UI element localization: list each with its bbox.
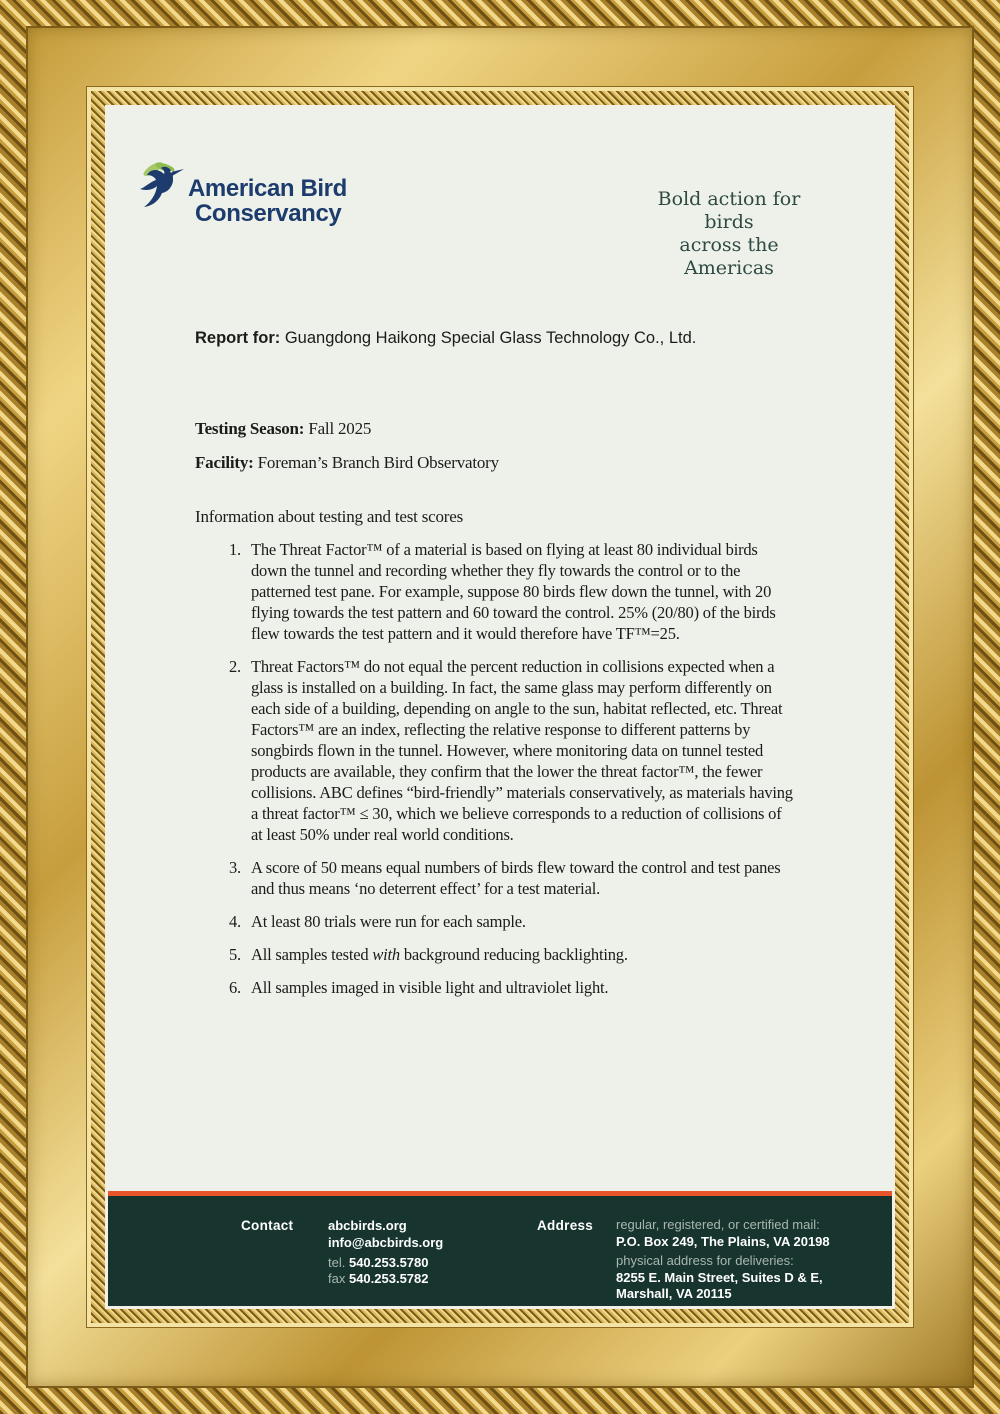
list-item-number: 3. [229, 858, 241, 877]
mail-caption: regular, registered, or certified mail: [616, 1217, 820, 1232]
testing-season-line [195, 419, 371, 439]
testing-season-value: Fall 2025 [304, 419, 372, 438]
list-item-number: 5. [229, 945, 241, 964]
list-item-text: A score of 50 means equal numbers of birds flew toward the control and test panes and thus means ‘no deterrent effect’ for a test material. [251, 858, 781, 898]
facility-line [195, 453, 499, 473]
report-for-label: Report for: [195, 329, 281, 347]
tel-label: tel. [328, 1255, 349, 1270]
list-item-number: 6. [229, 978, 241, 997]
list-item-text: At least 80 trials were run for each sample. [251, 912, 526, 931]
physical-caption: physical address for deliveries: [616, 1253, 794, 1268]
list-item-4 [229, 911, 794, 932]
picture-frame-beaded-edge [91, 91, 909, 1323]
facility-value: Foreman’s Branch Bird Observatory [253, 453, 499, 472]
list-item-3 [229, 857, 794, 899]
address-label: Address [537, 1218, 594, 1233]
list-item-number: 1. [229, 540, 241, 559]
abc-logo [138, 160, 347, 226]
footer-body [108, 1196, 892, 1306]
list-item-5 [229, 944, 794, 965]
logo-wordmark [188, 176, 347, 226]
physical-address-line1: 8255 E. Main Street, Suites D & E, [616, 1270, 823, 1285]
list-item-text: The Threat Factor™ of a material is based on flying at least 80 individual birds down the tunnel and recording whether they fly towards the control or to the patterned test pane. For example, suppose 80 birds flew down the tunnel, with 20 flying towards the test pattern and 60 toward the control. 25% (20/80) of the birds flew towards the test pattern and it would therefore have TF™=25. [251, 540, 776, 643]
tagline [634, 188, 824, 280]
email-link[interactable]: info@abcbirds.org [328, 1235, 444, 1250]
telephone-line [328, 1255, 429, 1271]
fax-label: fax [328, 1271, 349, 1286]
logo-line2: Conservancy [195, 200, 342, 227]
hummingbird-logo-icon [138, 160, 184, 212]
report-document [108, 108, 892, 1306]
list-item-text-italic: with [372, 945, 400, 964]
list-item-6 [229, 977, 794, 998]
list-item-text [251, 944, 794, 965]
tagline-line1: Bold action for birds [657, 188, 801, 233]
list-item-1 [229, 539, 794, 644]
list-item-text-post: background reducing backlighting. [399, 945, 628, 964]
list-item-number: 2. [229, 657, 241, 676]
list-item-text-pre: All samples tested [251, 945, 373, 964]
list-item-number: 4. [229, 912, 241, 931]
mail-address: P.O. Box 249, The Plains, VA 20198 [616, 1234, 830, 1249]
footer [108, 1191, 892, 1306]
picture-frame-mat [105, 105, 895, 1309]
website-link[interactable]: abcbirds.org [328, 1218, 407, 1233]
fax-line [328, 1271, 429, 1287]
info-list [229, 539, 794, 1010]
list-item-2 [229, 656, 794, 845]
info-heading: Information about testing and test scores [195, 507, 463, 526]
tagline-line2: across the Americas [679, 234, 779, 279]
list-item-text: All samples imaged in visible light and ultraviolet light. [251, 978, 609, 997]
picture-frame-gold-band [26, 26, 974, 1388]
testing-season-label: Testing Season: [195, 419, 305, 438]
facility-label: Facility: [195, 453, 254, 472]
physical-address-line2: Marshall, VA 20115 [616, 1286, 732, 1301]
tel-number: 540.253.5780 [348, 1255, 429, 1270]
report-for-value: Guangdong Haikong Special Glass Technology Co., Ltd. [280, 329, 697, 347]
list-item-text: Threat Factors™ do not equal the percent reduction in collisions expected when a glass is installed on a building. In fact, the same glass may perform differently on each side of a building, depending on angle to the sun, habitat reflected, etc. Threat Factors™ are an index, reflecting the relative response to different patterns by songbirds flown in the tunnel. However, where monitoring data on tunnel tested products are available, they confirm that the lower the threat factor™, the fewer collisions. ABC defines “bird-friendly” materials conservatively, as materials having a threat factor™ ≤ 30, which we believe corresponds to a reduction of collisions of at least 50% under real world conditions. [251, 657, 793, 844]
logo-line1: American Bird [188, 175, 347, 202]
picture-frame-bevel [86, 86, 914, 1328]
contact-label: Contact [241, 1218, 294, 1233]
report-for-line [195, 329, 696, 348]
fax-number: 540.253.5782 [348, 1271, 429, 1286]
